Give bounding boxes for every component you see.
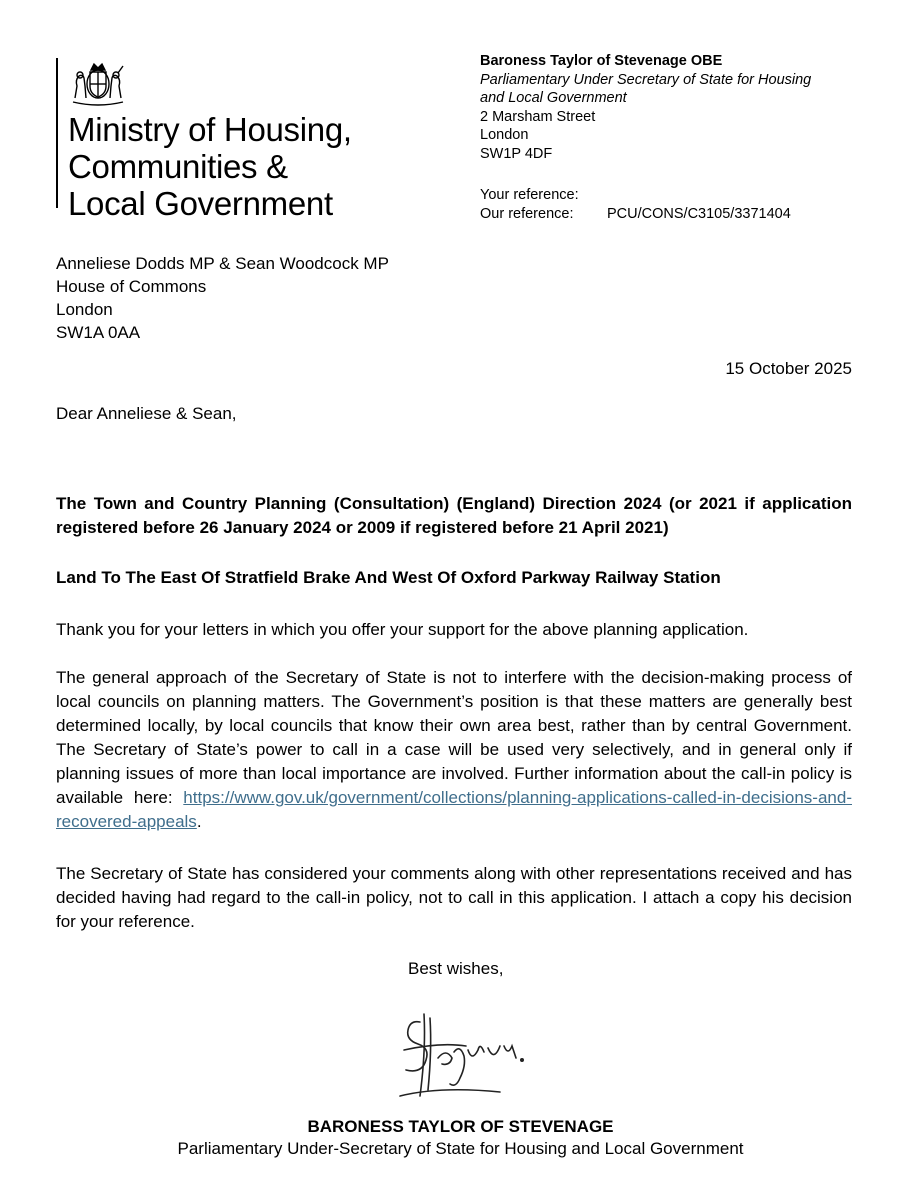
call-in-policy-link[interactable]: https://www.gov.uk/government/collections/planning-applications-called-in-decisions-and-recovered-appeals: [56, 788, 852, 831]
ministry-logo-text: [68, 111, 352, 222]
signatory-name: BARONESS TAYLOR OF STEVENAGE: [307, 1117, 614, 1136]
our-reference-label: Our reference:: [480, 206, 574, 222]
letter-date: 15 October 2025: [725, 359, 852, 378]
recipient-address-line: House of Commons: [56, 277, 207, 296]
references: [480, 186, 791, 224]
paragraph-thanks: Thank you for your letters in which you offer your support for the above planning application.: [56, 620, 749, 639]
paragraph-approach-end: .: [196, 812, 202, 831]
recipient-names: Anneliese Dodds MP & Sean Woodcock MP: [56, 254, 389, 273]
our-reference-row: [480, 205, 791, 224]
salutation: Dear Anneliese & Sean,: [56, 404, 237, 423]
signature-image: [380, 1000, 550, 1110]
sender-address-line: London: [480, 127, 529, 143]
logo-line: Communities &: [68, 148, 288, 185]
logo-line: Ministry of Housing,: [68, 111, 352, 148]
signatory-title: Parliamentary Under-Secretary of State for Housing and Local Government: [177, 1139, 744, 1158]
sender-role: Parliamentary Under Secretary of State for Housing: [480, 71, 812, 88]
site-heading: Land To The East Of Stratfield Brake And West Of Oxford Parkway Railway Station: [56, 568, 721, 587]
royal-crest-icon: [67, 60, 129, 108]
recipient-address-line: London: [56, 300, 113, 319]
sender-postcode: SW1P 4DF: [480, 145, 553, 162]
sender-name: Baroness Taylor of Stevenage OBE: [480, 53, 723, 69]
logo-divider: [56, 58, 58, 208]
our-reference-value: PCU/CONS/C3105/3371404: [607, 206, 791, 222]
logo-line: Local Government: [68, 185, 333, 222]
signatory: [0, 1116, 921, 1160]
your-reference-label: Your reference:: [480, 187, 579, 203]
paragraph-decision: The Secretary of State has considered your comments along with other representations received and has decided having had regard to the call-in policy, not to call in this application. I attach a copy his decision for your reference.: [56, 864, 852, 931]
paragraph-approach-text: The general approach of the Secretary of State is not to interfere with the decision-making process of local councils on planning matters. The Government’s position is that these matters are generally best determined locally, by local councils that know their own area best, rather than by central Government. The Secretary of State’s power to call in a case will be used very selectively, and in general only if planning issues of more than local importance are involved. Further information about the call-in policy is available here:: [56, 668, 852, 807]
recipient-postcode: SW1A 0AA: [56, 323, 141, 342]
sender-address-line: 2 Marsham Street: [480, 108, 596, 125]
sender-role: and Local Government: [480, 90, 627, 106]
subject-heading: The Town and Country Planning (Consultation) (England) Direction 2024 (or 2021 if application registered before 26 January 2024 or 2009 if registered before 21 April 2021): [56, 494, 852, 537]
paragraph-approach: [56, 666, 852, 834]
recipient-address: [56, 252, 389, 344]
your-reference-row: [480, 186, 791, 205]
closing: Best wishes,: [408, 959, 504, 978]
sender-address: [480, 52, 811, 163]
